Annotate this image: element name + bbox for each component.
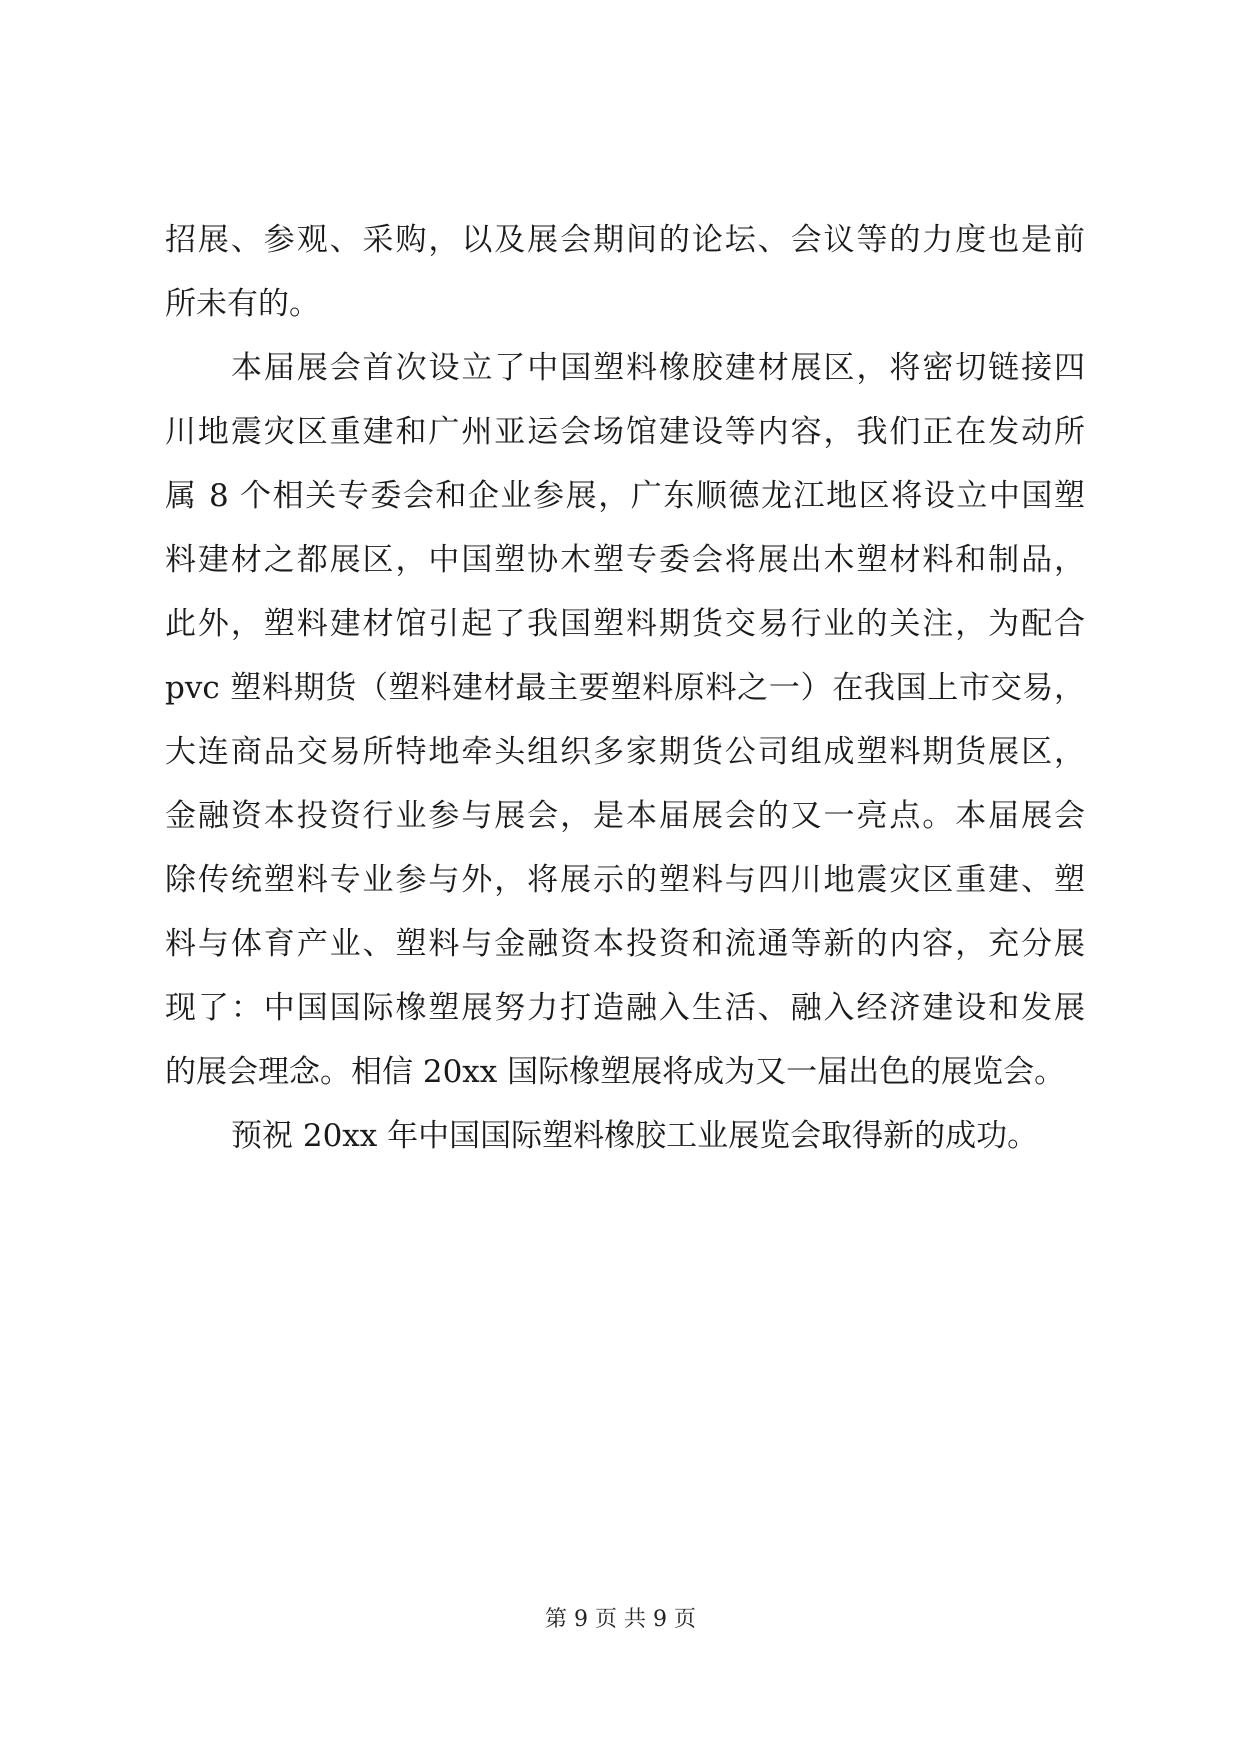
text-line: 本届展会首次设立了中国塑料橡胶建材展区，将密切链接四 [231, 350, 1085, 386]
paragraph [165, 336, 1085, 1104]
text-line: 预祝 20xx 年中国国际塑料橡胶工业展览会取得新的成功。 [231, 1118, 1039, 1154]
text-line: 川地震灾区重建和广州亚运会场馆建设等内容，我们正在发动所 [165, 414, 1085, 450]
text-line: 的展会理念。相信 20xx 国际橡塑展将成为又一届出色的展览会。 [165, 1054, 1066, 1090]
paragraph [165, 1104, 1085, 1168]
text-line: 所未有的。 [165, 286, 320, 322]
text-line: 除传统塑料专业参与外，将展示的塑料与四川地震灾区重建、塑 [165, 862, 1085, 898]
paragraph [165, 208, 1085, 336]
text-line: 金融资本投资行业参与展会，是本届展会的又一亮点。本届展会 [165, 798, 1085, 834]
text-line: pvc 塑料期货（塑料建材最主要塑料原料之一）在我国上市交易， [165, 670, 1085, 706]
text-line: 现了：中国国际橡塑展努力打造融入生活、融入经济建设和发展 [165, 990, 1085, 1026]
text-line: 属 8 个相关专委会和企业参展，广东顺德龙江地区将设立中国塑 [165, 478, 1085, 514]
text-line: 大连商品交易所特地牵头组织多家期货公司组成塑料期货展区， [165, 734, 1085, 770]
document-body [165, 208, 1085, 1168]
page-footer: 第 9 页 共 9 页 [545, 1607, 696, 1632]
text-line: 料与体育产业、塑料与金融资本投资和流通等新的内容，充分展 [165, 926, 1085, 962]
text-line: 招展、参观、采购，以及展会期间的论坛、会议等的力度也是前 [165, 222, 1085, 258]
text-line: 料建材之都展区，中国塑协木塑专委会将展出木塑材料和制品， [165, 542, 1085, 578]
text-line: 此外，塑料建材馆引起了我国塑料期货交易行业的关注，为配合 [165, 606, 1085, 642]
